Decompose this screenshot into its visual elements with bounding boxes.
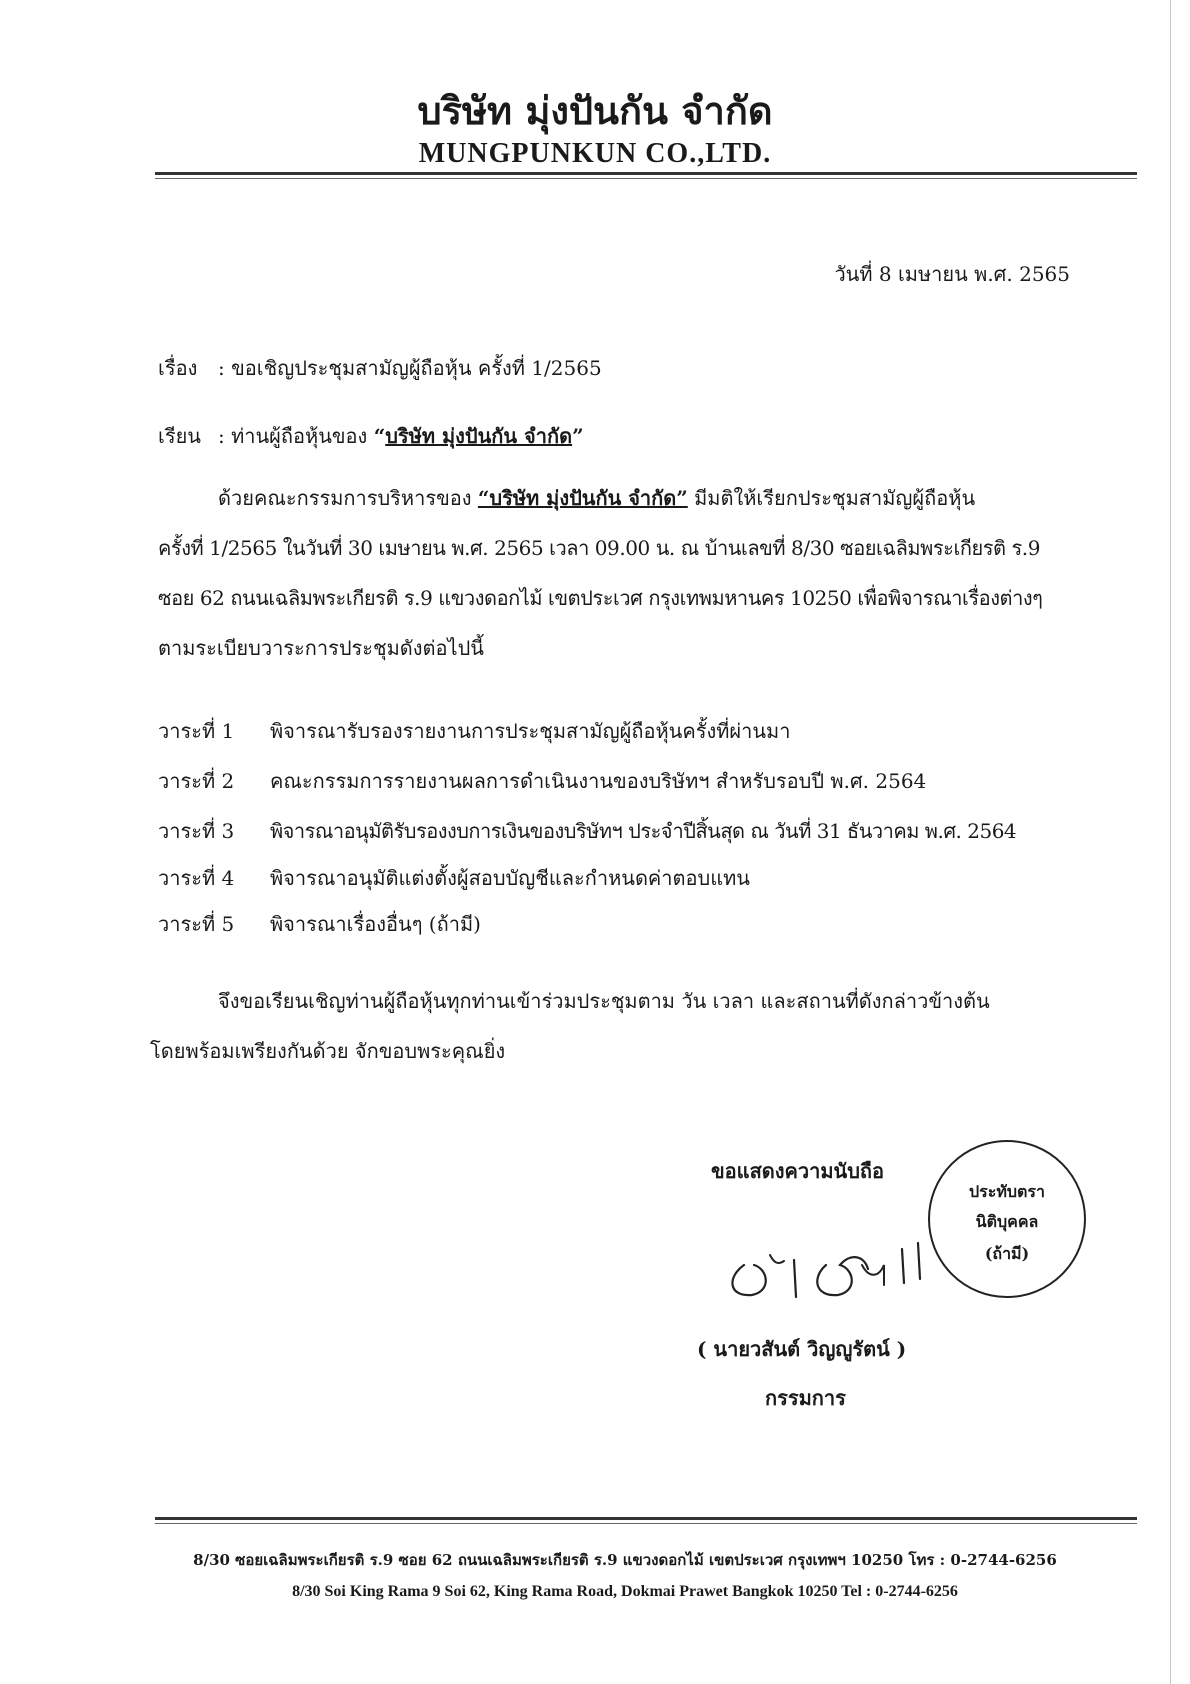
letterhead-divider xyxy=(155,172,1137,175)
body-line-4: ตามระเบียบวาระการประชุมดังต่อไปนี้ xyxy=(158,636,484,660)
body-line-1 xyxy=(218,482,975,514)
seal-line-3: (ถ้ามี) xyxy=(984,1244,1030,1263)
agenda-item-5-text: พิจารณาเรื่องอื่นๆ (ถ้ามี) xyxy=(270,912,481,936)
agenda-item-2-text: คณะกรรมการรายงานผลการดำเนินงานของบริษัทฯ สำหรับรอบปี พ.ศ. 2564 xyxy=(270,769,927,793)
company-seal-placeholder xyxy=(928,1140,1086,1298)
signature-image xyxy=(722,1225,932,1305)
footer-divider-thin xyxy=(155,1523,1137,1524)
footer-divider xyxy=(155,1517,1137,1520)
subject-label: เรื่อง xyxy=(158,356,198,380)
agenda-item-4-text: พิจารณาอนุมัติแต่งตั้งผู้สอบบัญชีและกำหนดค่าตอบแทน xyxy=(270,866,750,890)
addressee-close-quote: ” xyxy=(572,424,584,448)
body-line-1-prefix: ด้วยคณะกรรมการบริหารของ xyxy=(218,486,478,510)
letter-date: วันที่ 8 เมษายน พ.ศ. 2565 xyxy=(834,262,1070,286)
closing-line-2: โดยพร้อมเพรียงกันด้วย จักขอบพระคุณยิ่ง xyxy=(150,1039,506,1063)
footer-address-thai: 8/30 ซอยเฉลิมพระเกียรติ ร.9 ซอย 62 ถนนเฉลิมพระเกียรติ ร.9 แขวงดอกไม้ เขตประเวศ กรุงเทพฯ 10250 โทร : 0-2744-6256 xyxy=(193,1551,1057,1569)
signer-title: กรรมการ xyxy=(765,1386,846,1410)
subject-text: : ขอเชิญประชุมสามัญผู้ถือหุ้น ครั้งที่ 1/2565 xyxy=(218,356,602,380)
seal-line-2: นิติบุคคล xyxy=(975,1212,1039,1231)
addressee-open-quote: “ xyxy=(373,424,386,448)
addressee-prefix: : ท่านผู้ถือหุ้นของ xyxy=(218,424,374,448)
addressee-line xyxy=(158,420,584,452)
signer-name: ( นายวสันต์ วิญญูรัตน์ ) xyxy=(697,1337,907,1361)
closing-line-1: จึงขอเรียนเชิญท่านผู้ถือหุ้นทุกท่านเข้าร่วมประชุมตาม วัน เวลา และสถานที่ดังกล่าวข้างต้น xyxy=(218,989,990,1013)
subject-line xyxy=(158,352,602,384)
letterhead-divider-thin xyxy=(155,178,1137,179)
body-line-2: ครั้งที่ 1/2565 ในวันที่ 30 เมษายน พ.ศ. 2565 เวลา 09.00 น. ณ บ้านเลขที่ 8/30 ซอยเฉลิมพระเกียรติ ร.9 xyxy=(158,536,1040,560)
agenda-item-3-text: พิจารณาอนุมัติรับรองงบการเงินของบริษัทฯ ประจำปีสิ้นสุด ณ วันที่ 31 ธันวาคม พ.ศ. 2564 xyxy=(270,819,1017,843)
body-company-name: “บริษัท มุ่งปันกัน จำกัด” xyxy=(477,486,688,510)
agenda-item-4-label: วาระที่ 4 xyxy=(158,866,235,890)
agenda-item-3-label: วาระที่ 3 xyxy=(158,819,235,843)
addressee-company: บริษัท มุ่งปันกัน จำกัด xyxy=(385,424,573,448)
addressee-label: เรียน xyxy=(158,424,201,448)
company-name-thai: บริษัท มุ่งปันกัน จำกัด xyxy=(417,88,773,133)
body-line-3: ซอย 62 ถนนเฉลิมพระเกียรติ ร.9 แขวงดอกไม้ เขตประเวศ กรุงเทพมหานคร 10250 เพื่อพิจารณาเรื่องต่างๆ xyxy=(158,586,1043,610)
agenda-item-1-text: พิจารณารับรองรายงานการประชุมสามัญผู้ถือหุ้นครั้งที่ผ่านมา xyxy=(270,719,791,743)
respect-closing: ขอแสดงความนับถือ xyxy=(711,1159,885,1183)
company-name-english: MUNGPUNKUN CO.,LTD. xyxy=(418,138,772,169)
seal-line-1: ประทับตรา xyxy=(968,1182,1045,1201)
agenda-item-5-label: วาระที่ 5 xyxy=(158,912,235,936)
agenda-item-2-label: วาระที่ 2 xyxy=(158,769,235,793)
scan-edge-line xyxy=(1170,0,1171,1684)
footer-address-english: 8/30 Soi King Rama 9 Soi 62, King Rama Road, Dokmai Prawet Bangkok 10250 Tel : 0-2744-6256 xyxy=(292,1583,958,1600)
body-line-1-suffix: มีมติให้เรียกประชุมสามัญผู้ถือหุ้น xyxy=(687,486,976,510)
agenda-item-1-label: วาระที่ 1 xyxy=(158,719,235,743)
